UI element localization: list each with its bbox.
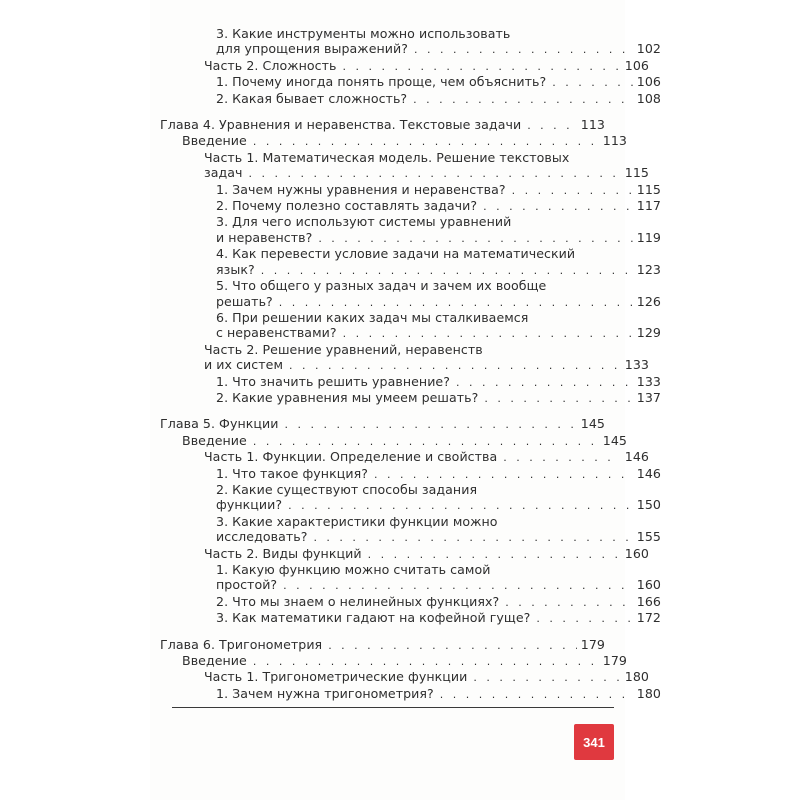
toc-page-number: 123: [636, 261, 661, 277]
dot-leader: [342, 59, 620, 74]
toc-entry-text: 3. Какие характеристики функции можно: [216, 513, 498, 529]
toc-page-number: 115: [636, 181, 661, 197]
toc-entry-text: 2. Почему полезно составлять задачи?: [216, 198, 478, 214]
dot-leader: [440, 687, 633, 702]
toc-item: [160, 74, 661, 90]
toc-page-number: 133: [624, 357, 649, 373]
toc-page-number: 129: [636, 325, 661, 341]
toc-item: [160, 594, 661, 610]
toc-entry-text: функции?: [216, 497, 283, 513]
toc-page-number: 172: [636, 610, 661, 626]
toc-intro: [160, 133, 627, 149]
dot-leader: [253, 654, 599, 669]
footer-divider: [172, 707, 614, 708]
dot-leader: [484, 391, 632, 406]
toc-page-number: 150: [636, 497, 661, 513]
toc-page-number: 146: [624, 449, 649, 465]
toc-intro: [160, 433, 627, 449]
toc-entry-text: 2. Что мы знаем о нелинейных функциях?: [216, 593, 500, 609]
toc-page-number: 160: [624, 545, 649, 561]
toc-page-number: 179: [602, 653, 627, 669]
toc-entry-text: Введение: [182, 432, 247, 448]
dot-leader: [279, 295, 633, 310]
toc-entry-text: Часть 2. Виды функций: [204, 545, 362, 561]
toc-page-number: 117: [636, 198, 661, 214]
toc-entry-text: 3. Какие инструменты можно использовать: [216, 26, 511, 41]
table-of-contents: [160, 26, 661, 702]
dot-leader: [552, 75, 633, 90]
toc-item: [160, 91, 661, 107]
toc-item: [160, 610, 661, 626]
toc-item: [160, 686, 661, 702]
toc-page-number: 113: [602, 133, 627, 149]
toc-entry-text: 1. Что такое функция?: [216, 465, 368, 481]
toc-item: [160, 278, 661, 310]
toc-part: [160, 546, 649, 562]
dot-leader: [288, 498, 633, 513]
toc-page-number: 113: [580, 117, 605, 133]
toc-entry-text: 3. Для чего используют системы уравнений: [216, 214, 512, 230]
toc-entry-text: 2. Какие существуют способы задания: [216, 481, 478, 497]
toc-page-number: 106: [624, 57, 649, 73]
toc-page-number: 119: [636, 229, 661, 245]
dot-leader: [483, 199, 633, 214]
toc-entry-text: 5. Что общего у разных задач и зачем их вообще: [216, 278, 547, 294]
toc-page-number: 102: [636, 41, 661, 57]
toc-entry-text: 4. Как перевести условие задачи на математический: [216, 246, 576, 262]
toc-page-number: 180: [636, 685, 661, 701]
toc-page-number: 180: [624, 669, 649, 685]
toc-page-number: 155: [636, 529, 661, 545]
toc-item: [160, 374, 661, 390]
toc-entry-text: решать?: [216, 293, 273, 309]
toc-chapter: [160, 117, 605, 133]
toc-page-number: 145: [580, 416, 605, 432]
dot-leader: [374, 467, 633, 482]
toc-entry-text: для упрощения выражений?: [216, 41, 408, 57]
toc-page-number: 133: [636, 373, 661, 389]
toc-item: [160, 246, 661, 278]
toc-entry-text: 1. Почему иногда понять проще, чем объяснить?: [216, 74, 547, 90]
toc-entry-text: Часть 2. Решение уравнений, неравенств: [204, 341, 483, 357]
toc-item: [160, 514, 661, 546]
dot-leader: [505, 595, 633, 610]
toc-item: [160, 182, 661, 198]
toc-entry-text: язык?: [216, 261, 255, 277]
dot-leader: [414, 42, 633, 57]
dot-leader: [261, 263, 633, 278]
toc-entry-text: исследовать?: [216, 529, 308, 545]
toc-entry-text: 1. Что значить решить уравнение?: [216, 373, 450, 389]
toc-page-number: 166: [636, 593, 661, 609]
toc-entry-text: Введение: [182, 653, 247, 669]
dot-leader: [473, 670, 620, 685]
toc-item: [160, 466, 661, 482]
toc-entry-text: Часть 1. Функции. Определение и свойства: [204, 449, 498, 465]
dot-leader: [527, 118, 577, 133]
toc-entry-text: 6. При решении каких задач мы сталкиваемся: [216, 309, 529, 325]
toc-entry-text: Часть 1. Математическая модель. Решение текстовых: [204, 149, 570, 165]
toc-item: [160, 390, 661, 406]
page-number-badge: 341: [574, 724, 614, 760]
toc-page-number: 179: [580, 636, 605, 652]
toc-item: [160, 214, 661, 246]
toc-entry-text: 1. Зачем нужны уравнения и неравенства?: [216, 181, 506, 197]
toc-chapter: [160, 637, 605, 653]
toc-item: [160, 310, 661, 342]
toc-entry-text: Часть 2. Сложность: [204, 57, 337, 73]
dot-leader: [343, 326, 633, 341]
dot-leader: [328, 638, 577, 653]
dot-leader: [313, 530, 632, 545]
dot-leader: [512, 183, 633, 198]
dot-leader: [283, 578, 633, 593]
toc-entry-text: простой?: [216, 577, 278, 593]
toc-entry-text: Введение: [182, 133, 247, 149]
toc-entry-text: Глава 6. Тригонометрия: [160, 636, 323, 652]
toc-entry-text: с неравенствами?: [216, 325, 337, 341]
toc-part: [160, 342, 649, 374]
toc-item: [160, 482, 661, 514]
toc-page-number: 106: [636, 74, 661, 90]
toc-part: [160, 58, 649, 74]
toc-entry-text: 2. Какая бывает сложность?: [216, 90, 408, 106]
dot-leader: [253, 434, 599, 449]
toc-entry-text: 3. Как математики гадают на кофейной гуще?: [216, 610, 531, 626]
toc-page-number: 115: [624, 165, 649, 181]
dot-leader: [249, 166, 621, 181]
dot-leader: [289, 358, 621, 373]
dot-leader: [503, 450, 621, 465]
toc-entry-text: и неравенств?: [216, 229, 313, 245]
toc-item: [160, 26, 661, 58]
toc-chapter: [160, 416, 605, 432]
dot-leader: [456, 375, 633, 390]
toc-page-number: 145: [602, 432, 627, 448]
toc-entry-text: Глава 5. Функции: [160, 416, 279, 432]
toc-item: [160, 562, 661, 594]
toc-page-number: 160: [636, 577, 661, 593]
toc-entry-text: Глава 4. Уравнения и неравенства. Текстовые задачи: [160, 117, 522, 133]
toc-page-number: 108: [636, 90, 661, 106]
toc-part: [160, 150, 649, 182]
toc-page-number: 126: [636, 293, 661, 309]
toc-entry-text: 1. Какую функцию можно считать самой: [216, 562, 491, 577]
toc-part: [160, 449, 649, 465]
dot-leader: [413, 92, 633, 107]
toc-part: [160, 669, 649, 685]
toc-page-number: 137: [636, 389, 661, 405]
toc-intro: [160, 653, 627, 669]
toc-entry-text: и их систем: [204, 357, 283, 373]
dot-leader: [253, 134, 599, 149]
toc-item: [160, 198, 661, 214]
toc-entry-text: задач: [204, 165, 243, 181]
dot-leader: [368, 547, 621, 562]
toc-entry-text: 1. Зачем нужна тригонометрия?: [216, 685, 434, 701]
toc-entry-text: 2. Какие уравнения мы умеем решать?: [216, 389, 479, 405]
toc-page-number: 146: [636, 465, 661, 481]
dot-leader: [318, 231, 632, 246]
toc-entry-text: Часть 1. Тригонометрические функции: [204, 669, 468, 685]
dot-leader: [285, 417, 577, 432]
dot-leader: [536, 611, 632, 626]
